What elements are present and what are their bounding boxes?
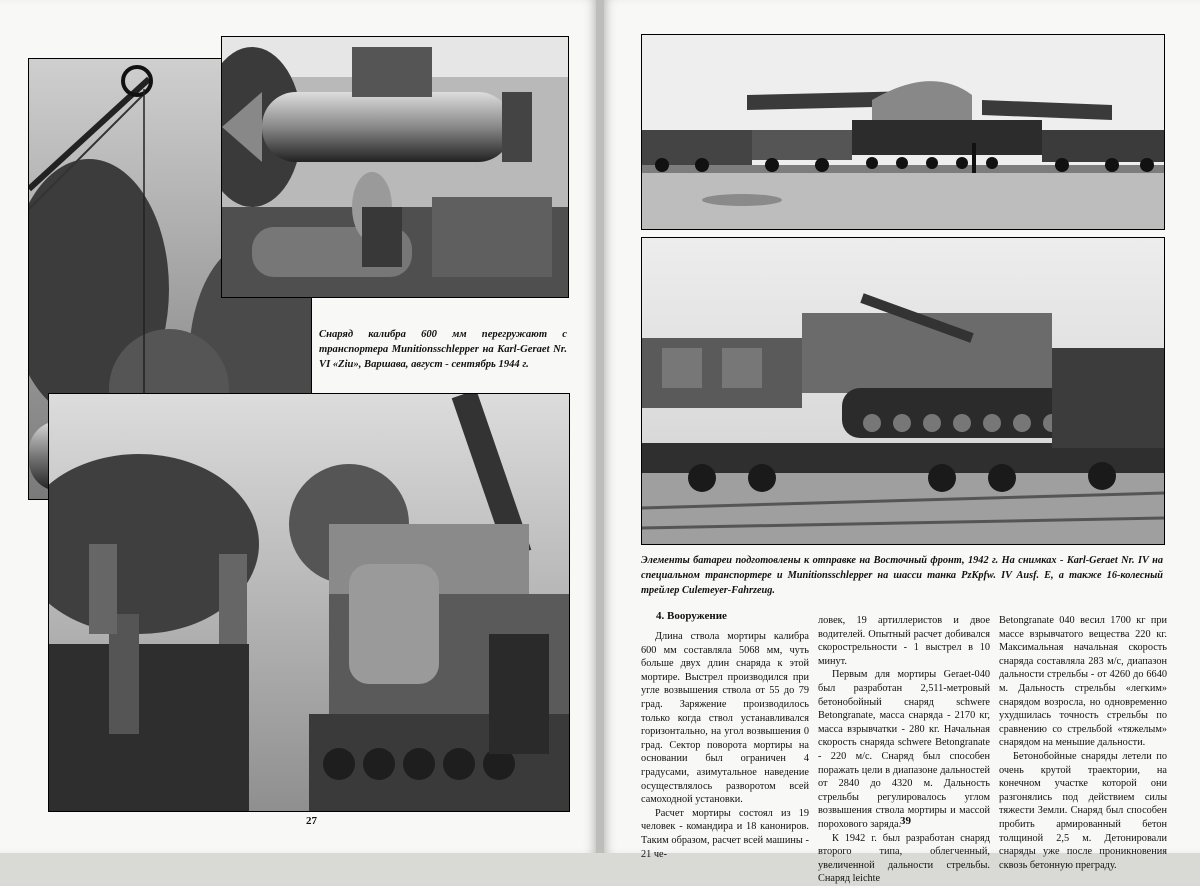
paragraph: Betongranate 040 весил 1700 кг при массе взрывчатого вещества 220 кг. Максимальная начальная скорость снаряда составляла 283 м/с, диапазон дальности стрельбы - от 4260 до 6640 м. Дальность стрельбы «легким» снарядом возросла, но одновременно ухудшилась точность стрельбы по сравнению со стрельбой «тяжелым» снарядом на меньшие дальности. bbox=[999, 615, 1167, 749]
paragraph: К 1942 г. был разработан снаряд второго типа, облегченный, увеличенной дальности стрельбы. Снаряд leichte bbox=[818, 832, 990, 885]
photo-train-transport bbox=[641, 34, 1165, 230]
right-photo-caption: Элементы батареи подготовлены к отправке на Восточный фронт, 1942 г. На снимках - Karl-Geraet Nr. IV на специальном транспортере и Munitionsschlepper на шасси танка PzKpfw. IV Ausf. E, а также 16-колесный трейлер Culemeyer-Fahrzeug. bbox=[641, 555, 1163, 596]
left-page-number: 27 bbox=[306, 815, 317, 827]
text-column-1 bbox=[641, 630, 809, 861]
text-column-2 bbox=[818, 614, 990, 886]
right-page-number: 39 bbox=[900, 815, 911, 827]
photo-munitions-schlepper bbox=[48, 393, 570, 812]
paragraph: Расчет мортиры состоял из 19 человек - командира и 18 канониров. Таким образом, расчет всей машины - 21 че- bbox=[641, 807, 809, 860]
right-page bbox=[604, 0, 1200, 885]
left-photo-caption: Снаряд калибра 600 мм перегружают с транспортера Munitionsschlepper на Karl-Geraet Nr. VI «Ziu», Варшава, август - сентябрь 1944 г. bbox=[319, 329, 567, 370]
book-gutter bbox=[596, 0, 604, 853]
paragraph: Длина ствола мортиры калибра 600 мм составляла 5068 мм, чуть больше двух длин снаряда к этой мортире. Выстрел производился при угле возвышения ствола от 55 до 79 град. Заряжение производилось только когда ствол устанавливался горизонтально, на угол возвышения 0 град. Сектор поворота мортиры на основании был ограничен 4 градусами, азимутальное наведение осуществлялось разворотом всей самоходной установки. bbox=[641, 631, 809, 806]
photo-shell-transporter bbox=[221, 36, 569, 298]
text-column-3 bbox=[999, 614, 1167, 872]
paragraph: Бетонобойные снаряды летели по очень крутой траектории, на конечном участке которой они разгонялись под действием силы тяжести Земли. Снаряд был способен пробить армированный бетон толщиной 2,5 м. Детонировали снаряды уже после проникновения сквозь бетонную преграду. bbox=[999, 750, 1167, 871]
photo-tank-railcar bbox=[641, 237, 1165, 545]
paragraph: Первым для мортиры Geraet-040 был разработан 2,511-метровый бетонобойный снаряд schwere Betongranate, масса снаряда - 2170 кг, масса взрывчатки - 280 кг. Начальная скорость снаряда schwere Betongranate - 220 м/с. Снаряд был способен поражать цели в диапазоне дальностей от 2840 до 4320 м. Дальность стрельбы регулировалось углом возвышения ствола мортиры и массой порохового заряда. bbox=[818, 669, 990, 830]
paragraph: ловек, 19 артиллеристов и двое водителей. Опытный расчет добивался скорострельности - 1 выстрел в 10 минут. bbox=[818, 615, 990, 667]
left-page bbox=[0, 0, 596, 853]
section-heading: 4. Вооружение bbox=[656, 610, 727, 622]
